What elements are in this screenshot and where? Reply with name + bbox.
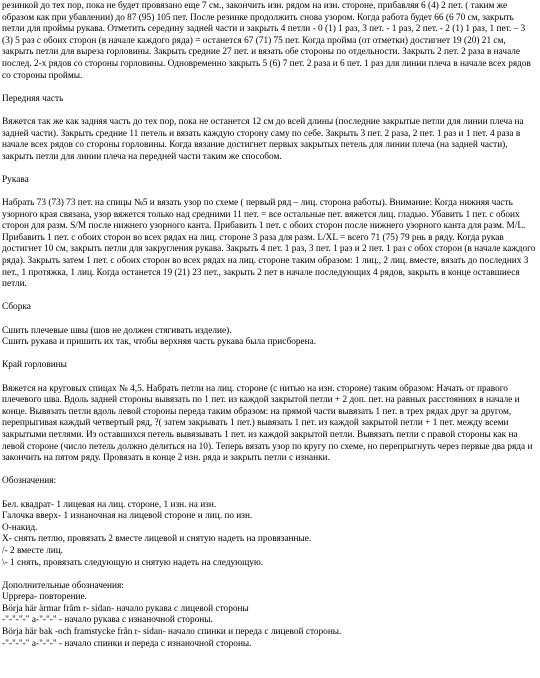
front-text: Вяжется так же как задняя часть до тех пор, пока не останется 12 см до всей длины (последние закрытые петли для линии плеча на задней части). Закрыть средние 11 петель и вязать каждую сторону саму по себе. Закрыть 3 пет. 2 раза, 2 пет. 1 раз и 1 пет. 4 раза в начале всех рядов со стороны горловины. Когда вязание достигнет первых закрытых петель для линии плеча (на задней части), закрыть петли для линии плеча на передней части таким же способом. [2,116,524,162]
extra-legend-line: -"-"-"-" a-"-"-" - начало рукава с изнаночной стороны. [2,615,213,626]
assembly-line: Сшить рукава и пришить их так, чтобы верхняя часть рукава была присборена. [2,337,317,348]
front-section [2,94,538,164]
extra-legend-line: Börja här ärmar fråm r- sidan- начало рукава с лицевой стороны [2,603,249,614]
neckline-heading: Край горловины [2,360,67,371]
legend-line: Бел. квадрат- 1 лицевая на лиц. стороне, 1 изн. на изн. [2,499,217,510]
front-heading: Передняя часть [2,93,64,104]
extra-legend-line: Upprepa- повторение. [2,592,87,603]
legend-heading: Обозначения: [2,476,57,487]
sleeve-section [2,175,538,291]
legend-line: О-накид. [2,522,38,533]
assembly-line: Сшить плечевые швы (шов не должен стягивать изделие). [2,325,232,336]
back-text: резинкой до тех пор, пока не будет провязано еще 7 см., закончить изн. рядом на изн. стороне, прибавляя 6 (4) 2 пет. ( таким же образом как при убавлении) до 87 (95) 105 пет. После резинке продолжить снова узором. Когда работа будет 66 (6 70 см, закрыть петли для проймы рукава. Отметить середину задней части и закрыть 4 петли - 0 (1) 1 раз, 3 пет. - 1 раз, 2 пет. - 2 (1) 1 раз, 1 пет. – 3 (3) 5 раз с обоих сторон (в начале каждого ряда) = останется 67 (71) 75 пет. Когда пройма (от отметки) достигнет 19 (20) 21 см, закрыть петли для выреза горловины. Закрыть средние 27 пет. и вязать обе стороны по отдельности. Закрыть 2 пет. 2 раза в начале послед. 2-х рядов со стороны горловины. Одновременно закрыть 5 (6) 7 пет. 2 раза и 6 пет. 1 раз для линии плеча в начале всех рядов со стороны проймы. [2,1,531,81]
neckline-text: Вяжется на круговых спицах № 4,5. Набрать петли на лиц. стороне (с нитью на изн. стороне) таким образом: Начать от правого плечевого шва. Вдоль задней стороны вывязать по 1 пет. из каждой закрытой петли + 2 доп. пет. на равных расстояниях в начале и конце. Вывязать петли вдоль левой стороны переда таким образом: на прямой части вывязать 1 пет. в трех рядах друг за другом, перепрыгивая каждый четвертый ряд, ?( затем закрывать 1 пет.) вывязать 1 пет. из каждой закрытой петли + 1 пет. между всеми закрытыми петлями. Из оставшихся петель вывязывать 1 пет. из каждой закрытой петли. Вывязать петли с правой стороны как на левой стороне (число петель должно делиться на 10). Теперь вязать узор по кругу по схеме, но перепрыгнуть через первые два ряда и закончить на пятом ряду. Провязать в конце 2 изн. ряда и закрыть петли с изнанки. [2,383,533,464]
assembly-heading: Сборка [2,302,31,313]
back-section [2,1,538,82]
sleeve-heading: Рукава [2,174,29,185]
extra-legend-heading: Дополнительные обозначения: [2,580,124,591]
legend-section [2,476,538,569]
legend-line: Галочка вверх- 1 изнаночная на лицевой стороне и лиц. по изн. [2,511,253,522]
extra-legend-line: Börja här bak -och framstycke från r- sidan- начало спинки и переда с лицевой стороны. [2,627,342,638]
extra-legend-section [2,581,538,651]
legend-line: /- 2 вместе лиц. [2,545,64,556]
assembly-section [2,302,538,348]
extra-legend-line: -"-"-"-" a-"-"-" - начало спинки и переда с изнаночной стороны. [2,638,252,649]
legend-line: Х- снять петлю, провязать 2 вместе лицевой и снятую надеть на провязанные. [2,534,312,545]
neckline-section [2,360,538,464]
sleeve-text: Набрать 73 (73) 73 пет. на спицы №5 и вязать узор по схеме ( первый ряд – лиц. сторона работы). Внимание: Когда нижняя часть узорного края связана, узор вяжется только над средними 11 пет. = все остальные пет. вяжется лиц. гладью. Убавить 1 пет. с обоих сторон для разм. S/M после нижнего узорного канта. Прибавить 1 пет. с обоих сторон после нижнего узорного канта для разм. M/L. Прибавить 1 пет. с обоих сторон во всех рядах на лиц. стороне 3 раза для разм. L/XL = всего 71 (75) 79 рнь в ряду. Когда рукав достигнет 10 см, закрыть петли для закругления рукава. Закрыть 4 пет. 1 раз, 3 пет. 1 раз и 2 пет. 1 раз с обох сторон (в начале каждого ряда). Закрыть затем 1 пет. с обоих сторон во всех рядах на лиц. стороне таким образом: 1 лиц., 2 лиц. вместе, вязать до последних 3 пет., 1 протяжка, 1 лиц. Когда останется 19 (21) 23 пет., закрыть 2 пет в начале последующих 4 рядов, закрыть в конце оставшиеся петли. [2,198,536,290]
legend-line: \- 1 снять, провязать следующую и снятую надеть на следующую. [2,557,264,568]
